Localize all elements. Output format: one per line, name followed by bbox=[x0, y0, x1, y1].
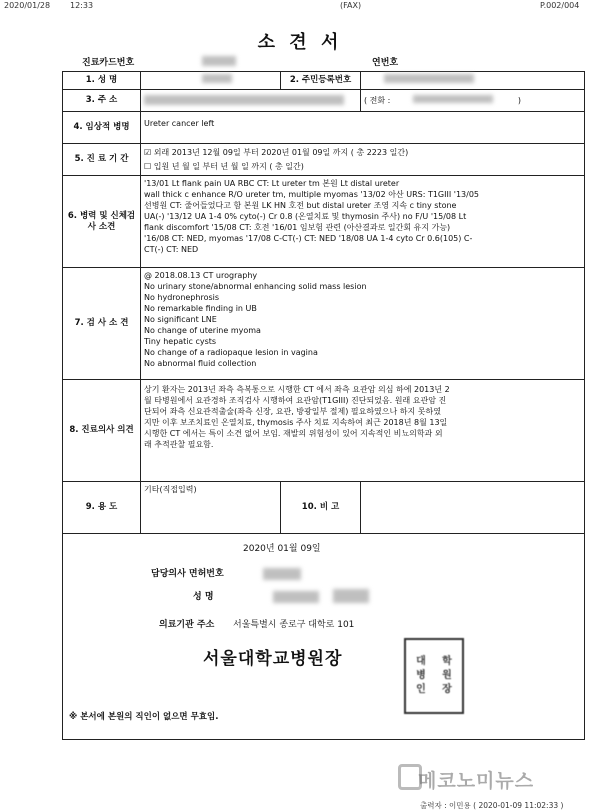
purpose-label: 9. 용 도 bbox=[63, 482, 141, 534]
address-label: 3. 주 소 bbox=[63, 90, 141, 112]
history-value bbox=[141, 176, 585, 268]
history-line: 선병원 CT: 줄어들었다고 함 본원 LK HN 호전 but distal ureter 조영 지속 c tiny stone bbox=[144, 201, 457, 210]
fax-time: 12:33 bbox=[70, 1, 94, 10]
document-title: 소 견 서 bbox=[257, 32, 343, 53]
doctor-signature-redacted bbox=[333, 589, 369, 603]
name-label: 1. 성 명 bbox=[63, 72, 141, 90]
period-label: 5. 진 료 기 간 bbox=[63, 144, 141, 176]
exam-line: No change of a radiopaque lesion in vagina bbox=[144, 348, 318, 357]
printer-info: 출력자 : 이민용 ( 2020-01-09 11:02:33 ) bbox=[420, 801, 564, 810]
signature-block bbox=[63, 534, 585, 740]
card-number-label: 진료카드번호 bbox=[82, 58, 135, 68]
history-line: UA(-) '13/12 UA 1-4 0% cyto(-) Cr 0.8 (온열치료 및 thymosin 주사) no F/U '15/08 Lt bbox=[144, 212, 467, 221]
rrn-value bbox=[361, 72, 585, 90]
history-line: flank discomfort '15/08 CT: 호전 '16/01 임보험 관련 (아산결과로 일간회 유지 가능) bbox=[144, 223, 451, 232]
institution-address: 서울특별시 종로구 대학로 101 bbox=[233, 620, 355, 630]
period-value bbox=[141, 144, 585, 176]
certificate-form bbox=[62, 71, 585, 740]
footer-note: ※ 본서에 본원의 직인이 없으면 무효임. bbox=[69, 712, 219, 722]
exam-line: No urinary stone/abnormal enhancing solid mass lesion bbox=[144, 282, 367, 291]
exam-line: @ 2018.08.13 CT urography bbox=[144, 271, 258, 280]
license-label: 담당의사 면허번호 bbox=[151, 569, 224, 579]
history-line: '16/08 CT: NED, myomas '17/08 C-CT(-) CT: NED '18/08 UA 1-4 cyto Cr 0.6(105) C- bbox=[144, 234, 473, 243]
official-seal bbox=[404, 638, 464, 714]
opinion-line: 상기 환자는 2013년 좌측 측복통으로 시행한 CT 에서 좌측 요관암 의심 하에 2013년 2 bbox=[144, 385, 450, 394]
seal-char: 장 bbox=[442, 684, 452, 695]
phone-redacted bbox=[413, 95, 493, 103]
seal-char: 인 bbox=[416, 684, 426, 695]
history-line: '13/01 Lt flank pain UA RBC CT: Lt ureter tm 본원 Lt distal ureter bbox=[144, 179, 400, 188]
seal-char: 대 bbox=[416, 656, 426, 667]
exam-line: No hydronephrosis bbox=[144, 293, 220, 302]
remarks-value bbox=[361, 482, 585, 534]
period-outpatient: ☑ 외래 2013년 12월 09일 부터 2020년 01월 09일 까지 ( 총 2223 일간) bbox=[144, 148, 409, 157]
exam-line: Tiny hepatic cysts bbox=[144, 337, 217, 346]
opinion-line: 시행한 CT 에서는 특이 소견 없어 보임. 재발의 위험성이 있어 지속적인 비뇨의학과 외 bbox=[144, 429, 443, 438]
phone-field bbox=[361, 90, 585, 112]
exam-label: 7. 검 사 소 견 bbox=[63, 268, 141, 380]
seal-char: 학 bbox=[442, 656, 452, 667]
watermark: 메코노미뉴스 bbox=[418, 770, 535, 792]
purpose-value: 기타(직접입력) bbox=[141, 482, 281, 534]
phone-close: ) bbox=[517, 96, 521, 105]
phone-label: ( 전화 : bbox=[364, 96, 391, 105]
doctor-name-label: 성 명 bbox=[193, 592, 214, 602]
card-number-redacted bbox=[202, 56, 236, 66]
name-value bbox=[141, 72, 281, 90]
clinical-label: 4. 임상적 병명 bbox=[63, 112, 141, 144]
opinion-line: 단되어 좌측 신요관적출술(좌측 신장, 요관, 방광일부 절제) 필요하였으나 하지 못하였 bbox=[144, 407, 441, 416]
fax-date: 2020/01/28 bbox=[4, 1, 51, 10]
history-label: 6. 병력 및 신체검사 소견 bbox=[63, 176, 141, 268]
serial-number-label: 연번호 bbox=[372, 58, 399, 68]
remarks-label: 10. 비 고 bbox=[281, 482, 361, 534]
exam-line: No remarkable finding in UB bbox=[144, 304, 257, 313]
opinion-label: 8. 진료의사 의견 bbox=[63, 380, 141, 482]
address-value bbox=[141, 90, 361, 112]
issue-date: 2020년 01월 09일 bbox=[243, 544, 321, 554]
exam-line: No change of uterine myoma bbox=[144, 326, 261, 335]
opinion-line: 래 추적관찰 필요함. bbox=[144, 440, 214, 449]
doctor-name-redacted bbox=[273, 591, 319, 603]
seal-char: 원 bbox=[442, 670, 452, 681]
history-line: wall thick c enhance R/O ureter tm, multiple myomas '13/02 아산 URS: T1GIII '13/05 bbox=[144, 190, 479, 199]
opinion-line: 지만 이후 보조치료인 온열치료, thymosis 주사 치료 지속하여 최근 2018년 8월 13일 bbox=[144, 418, 448, 427]
hospital-name: 서울대학교병원장 bbox=[203, 649, 343, 669]
exam-value bbox=[141, 268, 585, 380]
history-line: CT(-) CT: NED bbox=[144, 245, 199, 254]
rrn-label: 2. 주민등록번호 bbox=[281, 72, 361, 90]
institution-label: 의료기관 주소 bbox=[159, 620, 215, 630]
exam-line: No abnormal fluid collection bbox=[144, 359, 257, 368]
exam-line: No significant LNE bbox=[144, 315, 217, 324]
opinion-value bbox=[141, 380, 585, 482]
seal-char: 병 bbox=[416, 670, 426, 681]
opinion-line: 월 타병원에서 요관경하 조직검사 시행하여 요관암(T1GIII) 진단되었음. 원래 요관암 진 bbox=[144, 396, 447, 405]
period-inpatient: ☐ 입원 년 월 일 부터 년 월 일 까지 ( 총 일간) bbox=[144, 162, 304, 171]
fax-page: P.002/004 bbox=[540, 1, 580, 10]
license-redacted bbox=[263, 568, 301, 580]
fax-type: (FAX) bbox=[340, 1, 362, 10]
clinical-value: Ureter cancer left bbox=[141, 112, 585, 144]
